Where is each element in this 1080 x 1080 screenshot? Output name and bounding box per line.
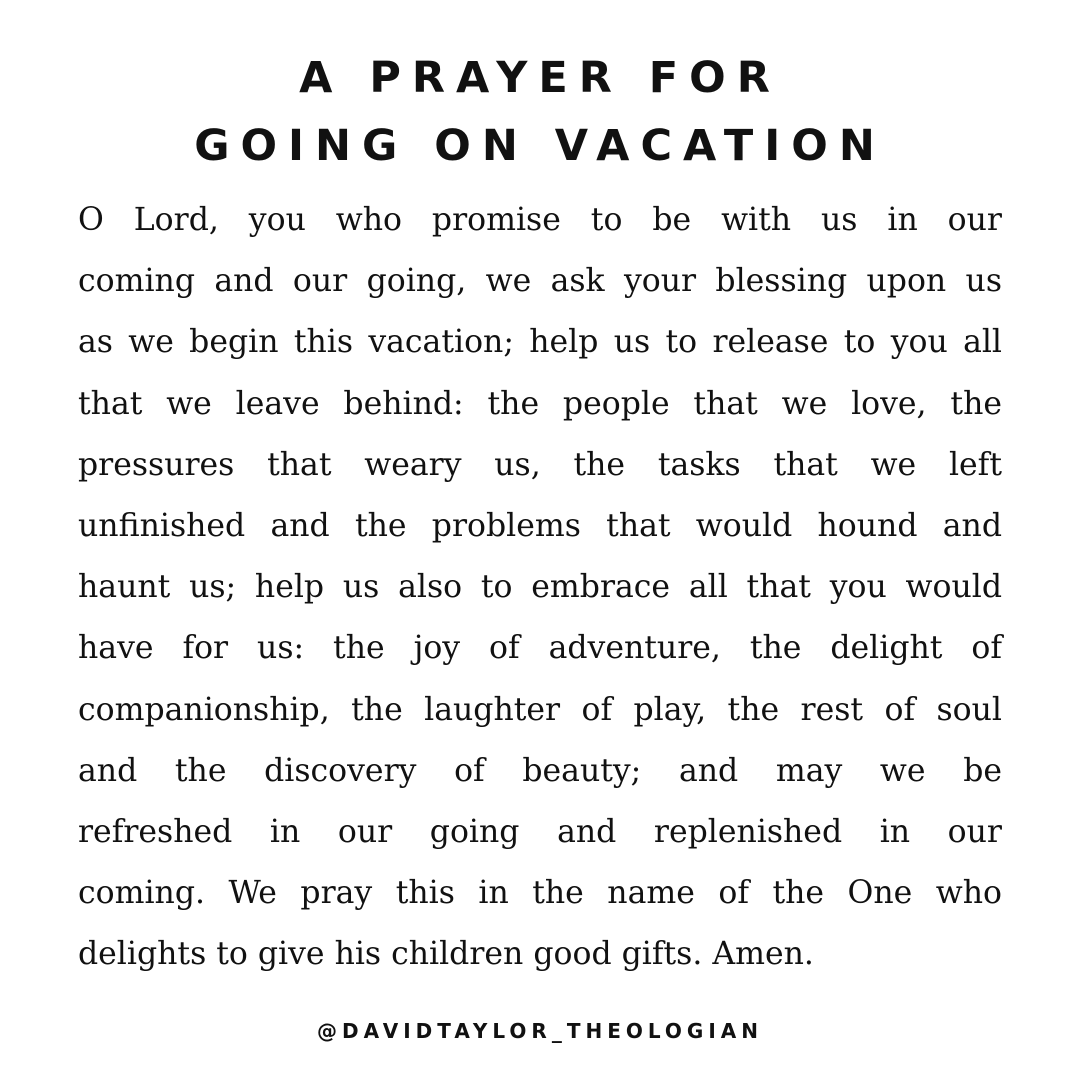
prayer-line: have for us: the joy of adventure, the delight of: [78, 630, 1002, 667]
prayer-line: as we begin this vacation; help us to release to you all: [78, 324, 1002, 361]
prayer-line: and the discovery of beauty; and may we be: [78, 752, 1002, 789]
prayer-text: [78, 190, 1002, 985]
title-line-2: GOING ON VACATION: [194, 121, 886, 171]
prayer-line: haunt us; help us also to embrace all that you would: [78, 569, 1002, 606]
prayer-line: coming. We pray this in the name of the One who: [78, 875, 1002, 912]
prayer-line: delights to give his children good gifts. Amen.: [78, 936, 814, 973]
prayer-line: refreshed in our going and replenished in our: [78, 813, 1002, 850]
prayer-line: O Lord, you who promise to be with us in our: [78, 202, 1002, 238]
author-handle: @DAVIDTAYLOR_THEOLOGIAN: [317, 1019, 763, 1043]
prayer-line: coming and our going, we ask your blessing upon us: [78, 263, 1002, 300]
prayer-line: pressures that weary us, the tasks that we left: [78, 446, 1002, 483]
prayer-line: unfinished and the problems that would hound and: [78, 507, 1002, 544]
prayer-line: companionship, the laughter of play, the rest of soul: [78, 691, 1002, 728]
prayer-line: that we leave behind: the people that we love, the: [78, 385, 1002, 422]
title-line-1: A PRAYER FOR: [299, 53, 781, 103]
